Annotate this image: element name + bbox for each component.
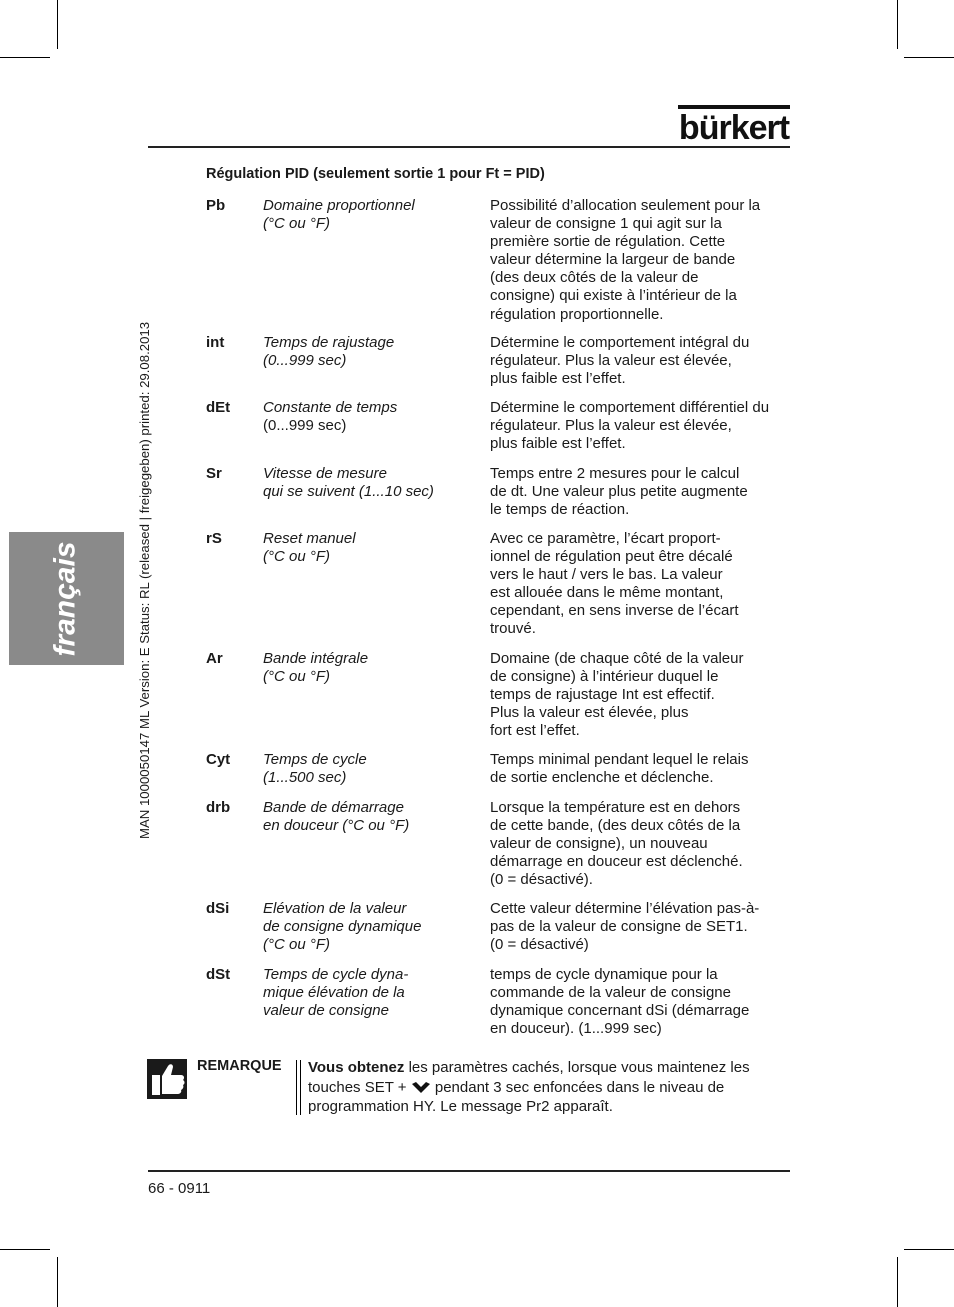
remark-divider [300, 1060, 301, 1115]
param-code: dEt [206, 399, 231, 416]
param-range: (0...999 sec) [263, 417, 347, 434]
burkert-logo [678, 103, 790, 143]
header-rule [148, 146, 790, 148]
param-description: Lorsque la température est en dehors de cette bande, (des deux côtés de la valeur de consigne), un nouveau démarrage en douceur est déclenché. (0 = désactivé). [490, 799, 743, 889]
param-description: Détermine le comportement intégral du régulateur. Plus la valeur est élevée, plus faible est l’effet. [490, 334, 750, 388]
param-code: Cyt [206, 751, 231, 768]
param-name: Domaine proportionnel (°C ou °F) [263, 197, 415, 233]
param-name: Bande intégrale (°C ou °F) [263, 650, 369, 686]
param-code: dSt [206, 966, 231, 983]
section-title: Régulation PID (seulement sortie 1 pour Ft = PID) [206, 166, 545, 182]
page-number: 66 - 0911 [148, 1180, 211, 1197]
crop-mark [904, 57, 954, 58]
crop-mark [897, 0, 898, 49]
param-name: Temps de cycle dyna- mique élévation de la valeur de consigne [263, 966, 409, 1020]
param-code: rS [206, 530, 222, 547]
param-description: Avec ce paramètre, l’écart proport- ionnel de régulation peut être décalé vers le haut / vers le bas. La valeur est allouée dans le même montant, cependant, en sens inverse de l’écart trouvé. [490, 530, 739, 638]
remark-divider [296, 1060, 297, 1115]
language-tab [9, 532, 124, 665]
param-description: Possibilité d’allocation seulement pour la valeur de consigne 1 qui agit sur la première sortie de régulation. Cette valeur détermine la largeur de bande (des deux côtés de la valeur de consigne) qui existe à l’intérieur de la régulation proportionnelle. [490, 197, 761, 323]
param-description: Cette valeur détermine l’élévation pas-à- pas de la valeur de consigne de SET1. (0 = désactivé) [490, 900, 760, 954]
down-arrow-key-icon [411, 1081, 431, 1095]
param-description: Temps minimal pendant lequel le relais de sortie enclenche et déclenche. [490, 751, 749, 787]
thumbs-up-hand-icon [147, 1059, 187, 1099]
param-code: Sr [206, 465, 222, 482]
crop-mark [0, 1249, 50, 1250]
param-description: Détermine le comportement différentiel du régulateur. Plus la valeur est élevée, plus faible est l’effet. [490, 399, 770, 453]
crop-mark [57, 1257, 58, 1307]
footer-rule [148, 1170, 790, 1172]
remark-lead: Vous obtenez [308, 1059, 405, 1076]
remark-text-part2: pendant 3 sec enfoncées dans le niveau de programmation HY. Le message Pr2 apparaît. [308, 1078, 725, 1115]
param-name: Elévation de la valeur de consigne dynamique (°C ou °F) [263, 900, 422, 954]
crop-mark [904, 1249, 954, 1250]
param-code: int [206, 334, 225, 351]
crop-mark [0, 57, 50, 58]
document-meta: MAN 1000050147 ML Version: E Status: RL (released | freigegeben) printed: 29.08.2013 [137, 321, 152, 839]
param-name: Constante de temps [263, 399, 398, 416]
crop-mark [897, 1257, 898, 1307]
param-name: Vitesse de mesure qui se suivent (1...10 sec) [263, 465, 434, 501]
remark-text [308, 1058, 793, 1117]
param-name: Bande de démarrage en douceur (°C ou °F) [263, 799, 410, 835]
language-tab-label: français [48, 541, 82, 657]
remark-label: REMARQUE [197, 1058, 282, 1074]
remark-text-part1: les paramètres cachés, lorsque vous maintenez les touches SET + [308, 1059, 750, 1096]
param-description: Temps entre 2 mesures pour le calcul de dt. Une valeur plus petite augmente le temps de réaction. [490, 465, 748, 519]
param-code: drb [206, 799, 231, 816]
param-code: Ar [206, 650, 223, 667]
param-name: Temps de rajustage (0...999 sec) [263, 334, 395, 370]
param-description: temps de cycle dynamique pour la commande de la valeur de consigne dynamique concernant dSi (démarrage en douceur). (1...999 sec) [490, 966, 750, 1038]
param-name: Reset manuel (°C ou °F) [263, 530, 356, 566]
crop-mark [57, 0, 58, 49]
param-description: Domaine (de chaque côté de la valeur de consigne) à l’intérieur duquel le temps de rajustage Int est effectif. Plus la valeur est élevée, plus fort est l’effet. [490, 650, 744, 740]
param-name: Temps de cycle (1...500 sec) [263, 751, 367, 787]
param-code: dSi [206, 900, 230, 917]
param-code: Pb [206, 197, 226, 214]
brand-name: bürkert [678, 109, 790, 143]
